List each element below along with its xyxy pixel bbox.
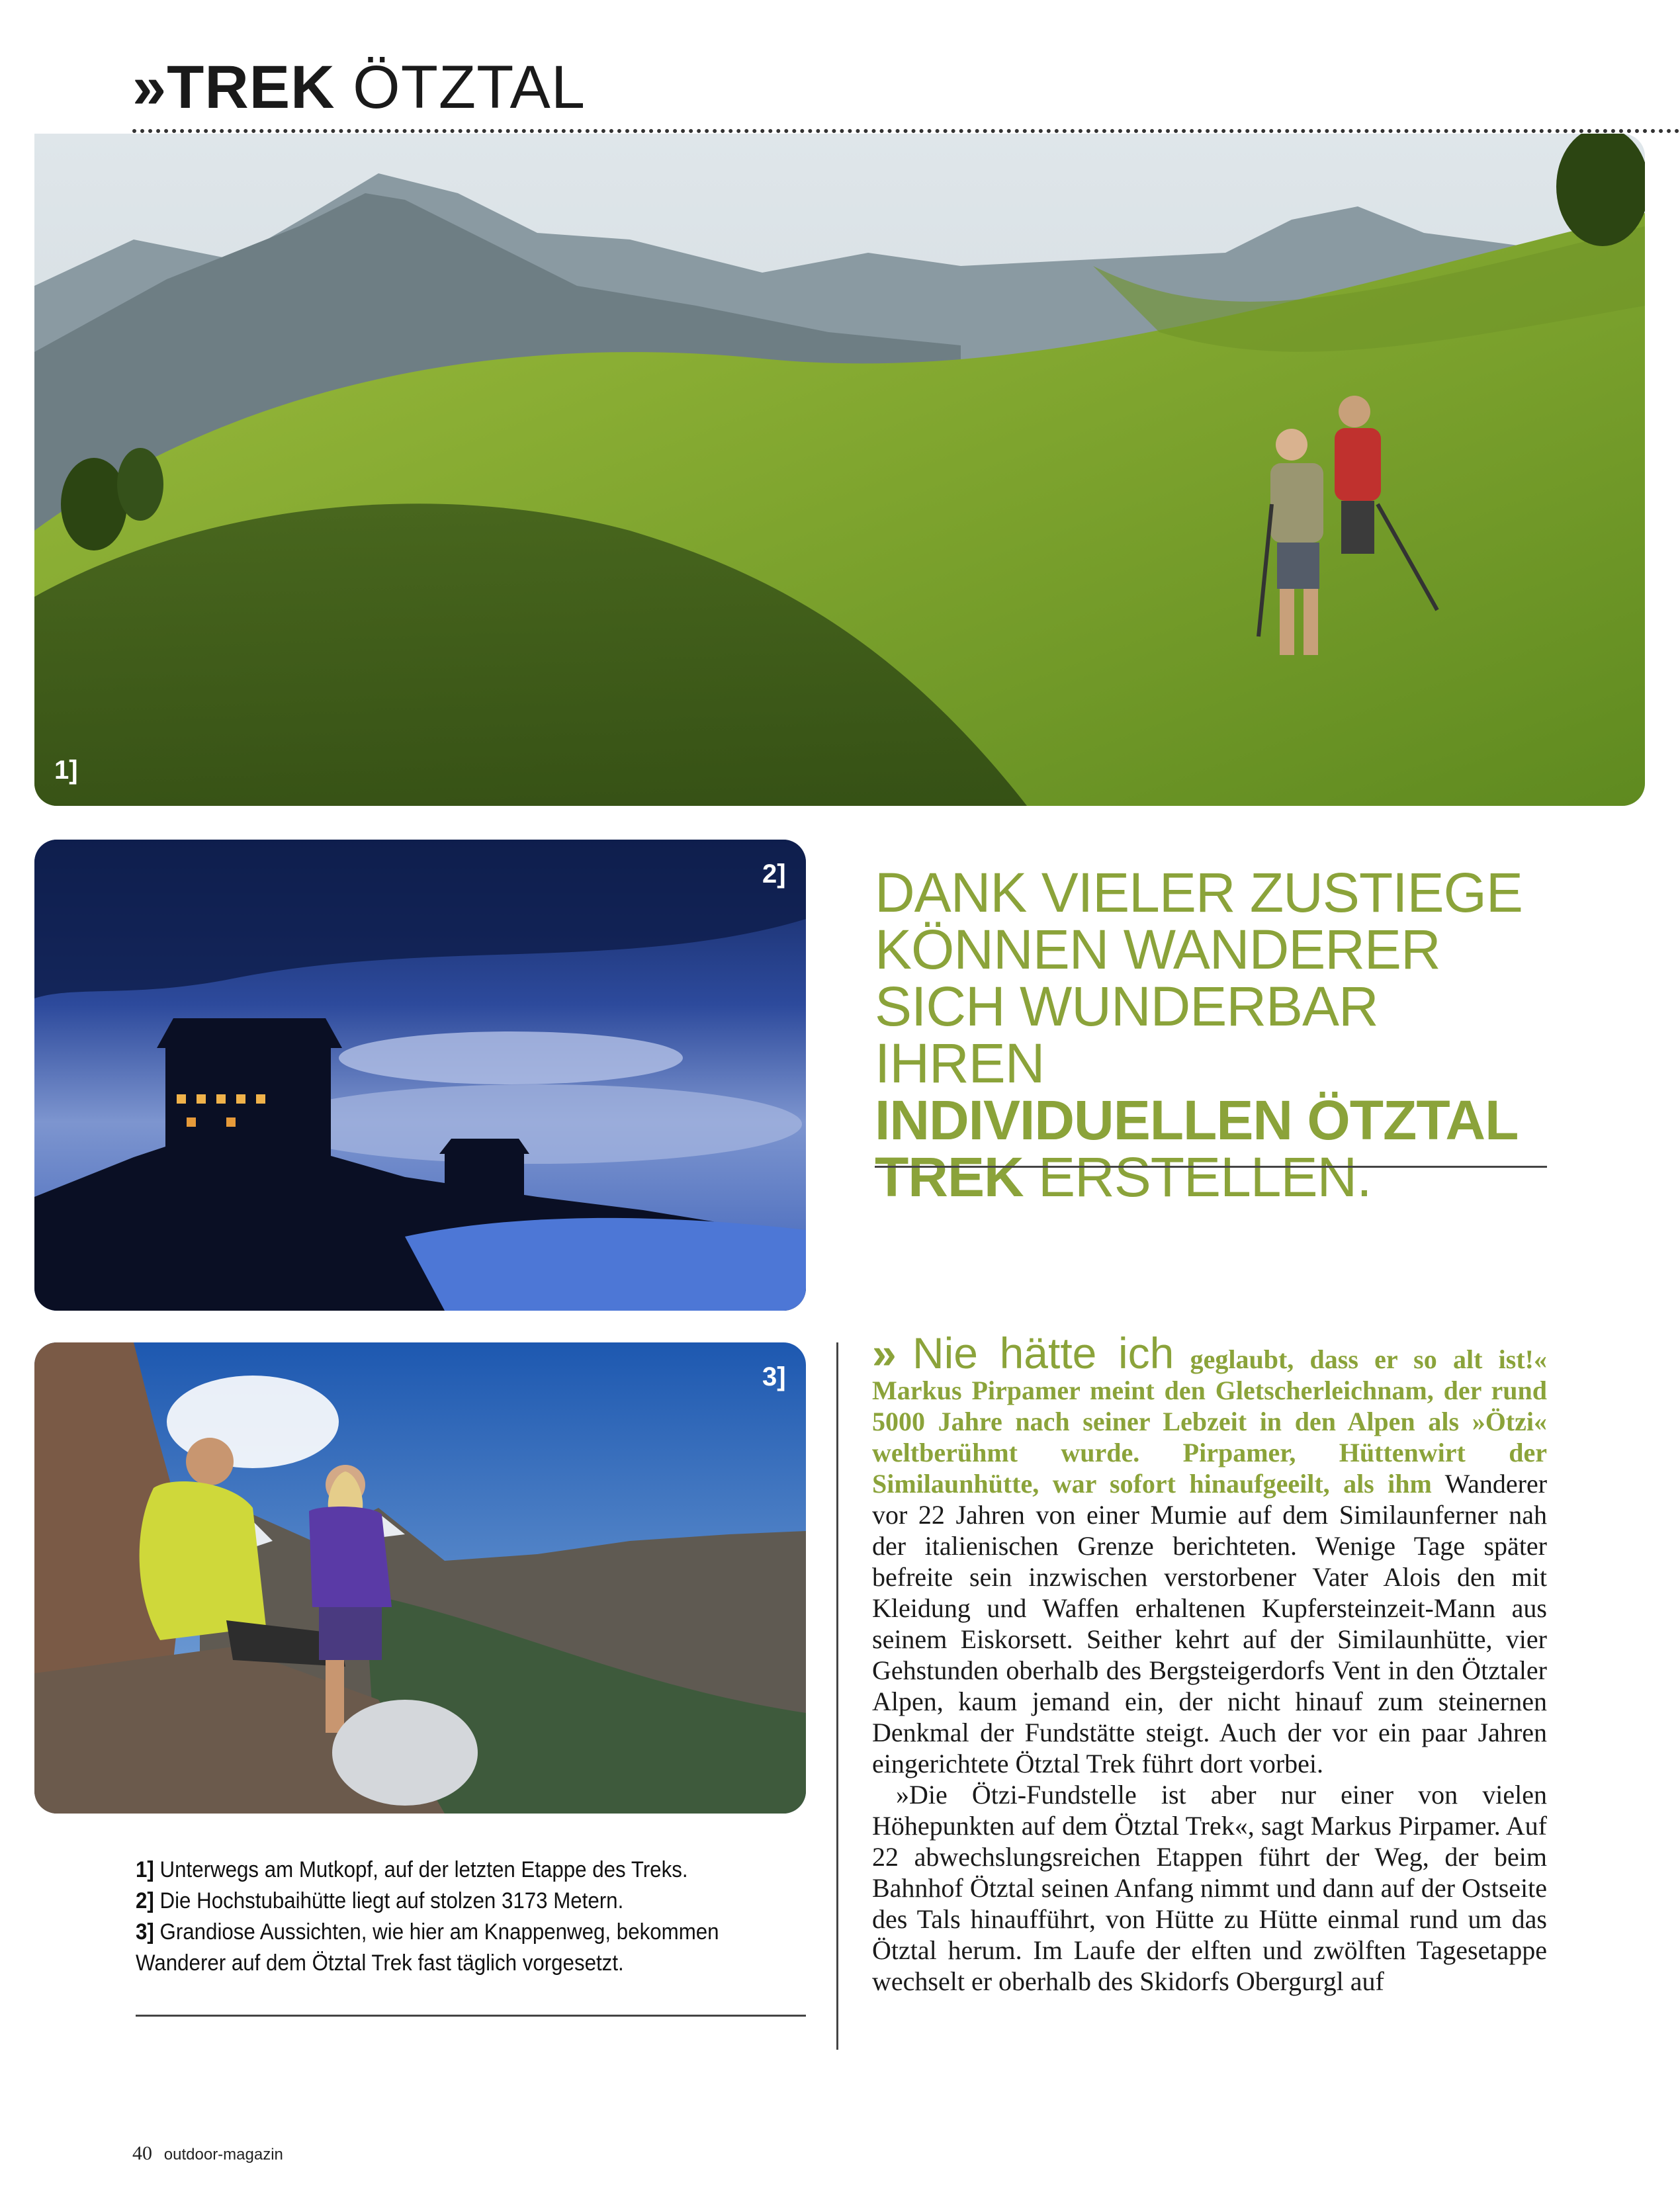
photo-resting-hikers <box>34 1342 806 1814</box>
caption-number: 1] <box>136 1857 154 1882</box>
article-body <box>872 1329 1548 1997</box>
caption-2 <box>136 1886 744 1917</box>
magazine-name: outdoor-magazin <box>163 2146 283 2164</box>
caption-3 <box>136 1917 744 1979</box>
pull-quote <box>875 861 1550 1208</box>
photo-hikers-meadow <box>34 134 1645 806</box>
photo-captions <box>136 1855 744 1979</box>
page-footer <box>132 2142 283 2165</box>
caption-1 <box>136 1855 744 1886</box>
photo-number-2: 2] <box>762 859 786 889</box>
pull-quote-line-1: DANK VIELER ZUSTIEGE <box>875 861 1523 924</box>
article-paragraph-2: »Die Ötzi-Fundstelle ist aber nur einer von vielen Höhepunkten auf dem Ötztal Trek«, sagt Markus Pirpamer. Auf 22 abwechslungsreichen Etappen führt der Weg, der beim Bahnhof Ötztal seinen Anfang nimmt und dann auf der Ostseite des Tals hinaufführt, von Hütte zu Hütte einmal rund um das Ötztal herum. Im Laufe der elften und zwölften Tagesetappe wechselt er oberhalb des Skidorfs Obergurgl auf <box>872 1780 1547 1996</box>
pull-quote-line-3: SICH WUNDERBAR IHREN <box>875 975 1378 1094</box>
lead-arrow-icon: » <box>872 1329 897 1378</box>
lead-in: Nie hätte ich <box>912 1329 1174 1378</box>
lead-bold-text: geglaubt, dass er so alt ist!« Markus Pirpamer meint den Gletscherleichnam, der rund 5000 Jahre nach seiner Lebzeit in den Alpen als »Ötzi« weltberühmt wurde. Pirpamer, Hüttenwirt der Similaunhütte, war sofort hinaufgeeilt, als ihm <box>872 1344 1547 1499</box>
paragraph-1-text: Wanderer vor 22 Jahren von einer Mumie auf dem Similaunferner nah der italienischen Grenze berichteten. Wenige Tage später befreite sein inzwischen verstorbener Vater Alois den mit Kleidung und Waffen erhaltenen Kupfersteinzeit-Mann aus seinem Eiskorsett. Seither kehrt auf der Similaunhütte, vier Gehstunden oberhalb des Bergsteigerdorfs Vent in den Ötztaler Alpen, kaum jemand ein, der nicht hinauf zum steinernen Denkmal der Fundstätte steigt. Auch der vor ein paar Jahren eingerichtete Ötztal Trek führt dort vorbei. <box>872 1469 1548 1778</box>
caption-rule <box>136 2015 806 2017</box>
pull-quote-emphasis: TREK <box>875 1146 1024 1208</box>
header-dotted-rule <box>132 129 1680 133</box>
caption-number: 2] <box>136 1888 154 1913</box>
caption-text: Unterwegs am Mutkopf, auf der letzten Etappe des Treks. <box>159 1857 688 1882</box>
pull-quote-line-4: INDIVIDUELLEN ÖTZTAL <box>875 1089 1519 1151</box>
photo-mountain-hut <box>34 840 806 1311</box>
section-prefix: »TREK <box>132 54 335 121</box>
pull-quote-rule <box>875 1166 1547 1168</box>
photo-number-1: 1] <box>54 756 78 785</box>
page-number: 40 <box>132 2142 152 2164</box>
caption-text: Die Hochstubaihütte liegt auf stolzen 3173 Metern. <box>159 1888 624 1913</box>
section-header <box>132 54 586 120</box>
pull-quote-line-5: ERSTELLEN. <box>1038 1146 1372 1208</box>
pull-quote-line-2: KÖNNEN WANDERER <box>875 918 1440 981</box>
article-paragraph-1 <box>872 1329 1548 1779</box>
column-rule <box>836 1342 838 2050</box>
caption-text: Grandiose Aussichten, wie hier am Knappenweg, bekommen Wanderer auf dem Ötztal Trek fast täglich vorgesetzt. <box>136 1919 719 1976</box>
section-title: ÖTZTAL <box>353 54 586 121</box>
photo-number-3: 3] <box>762 1362 786 1391</box>
caption-number: 3] <box>136 1919 154 1945</box>
